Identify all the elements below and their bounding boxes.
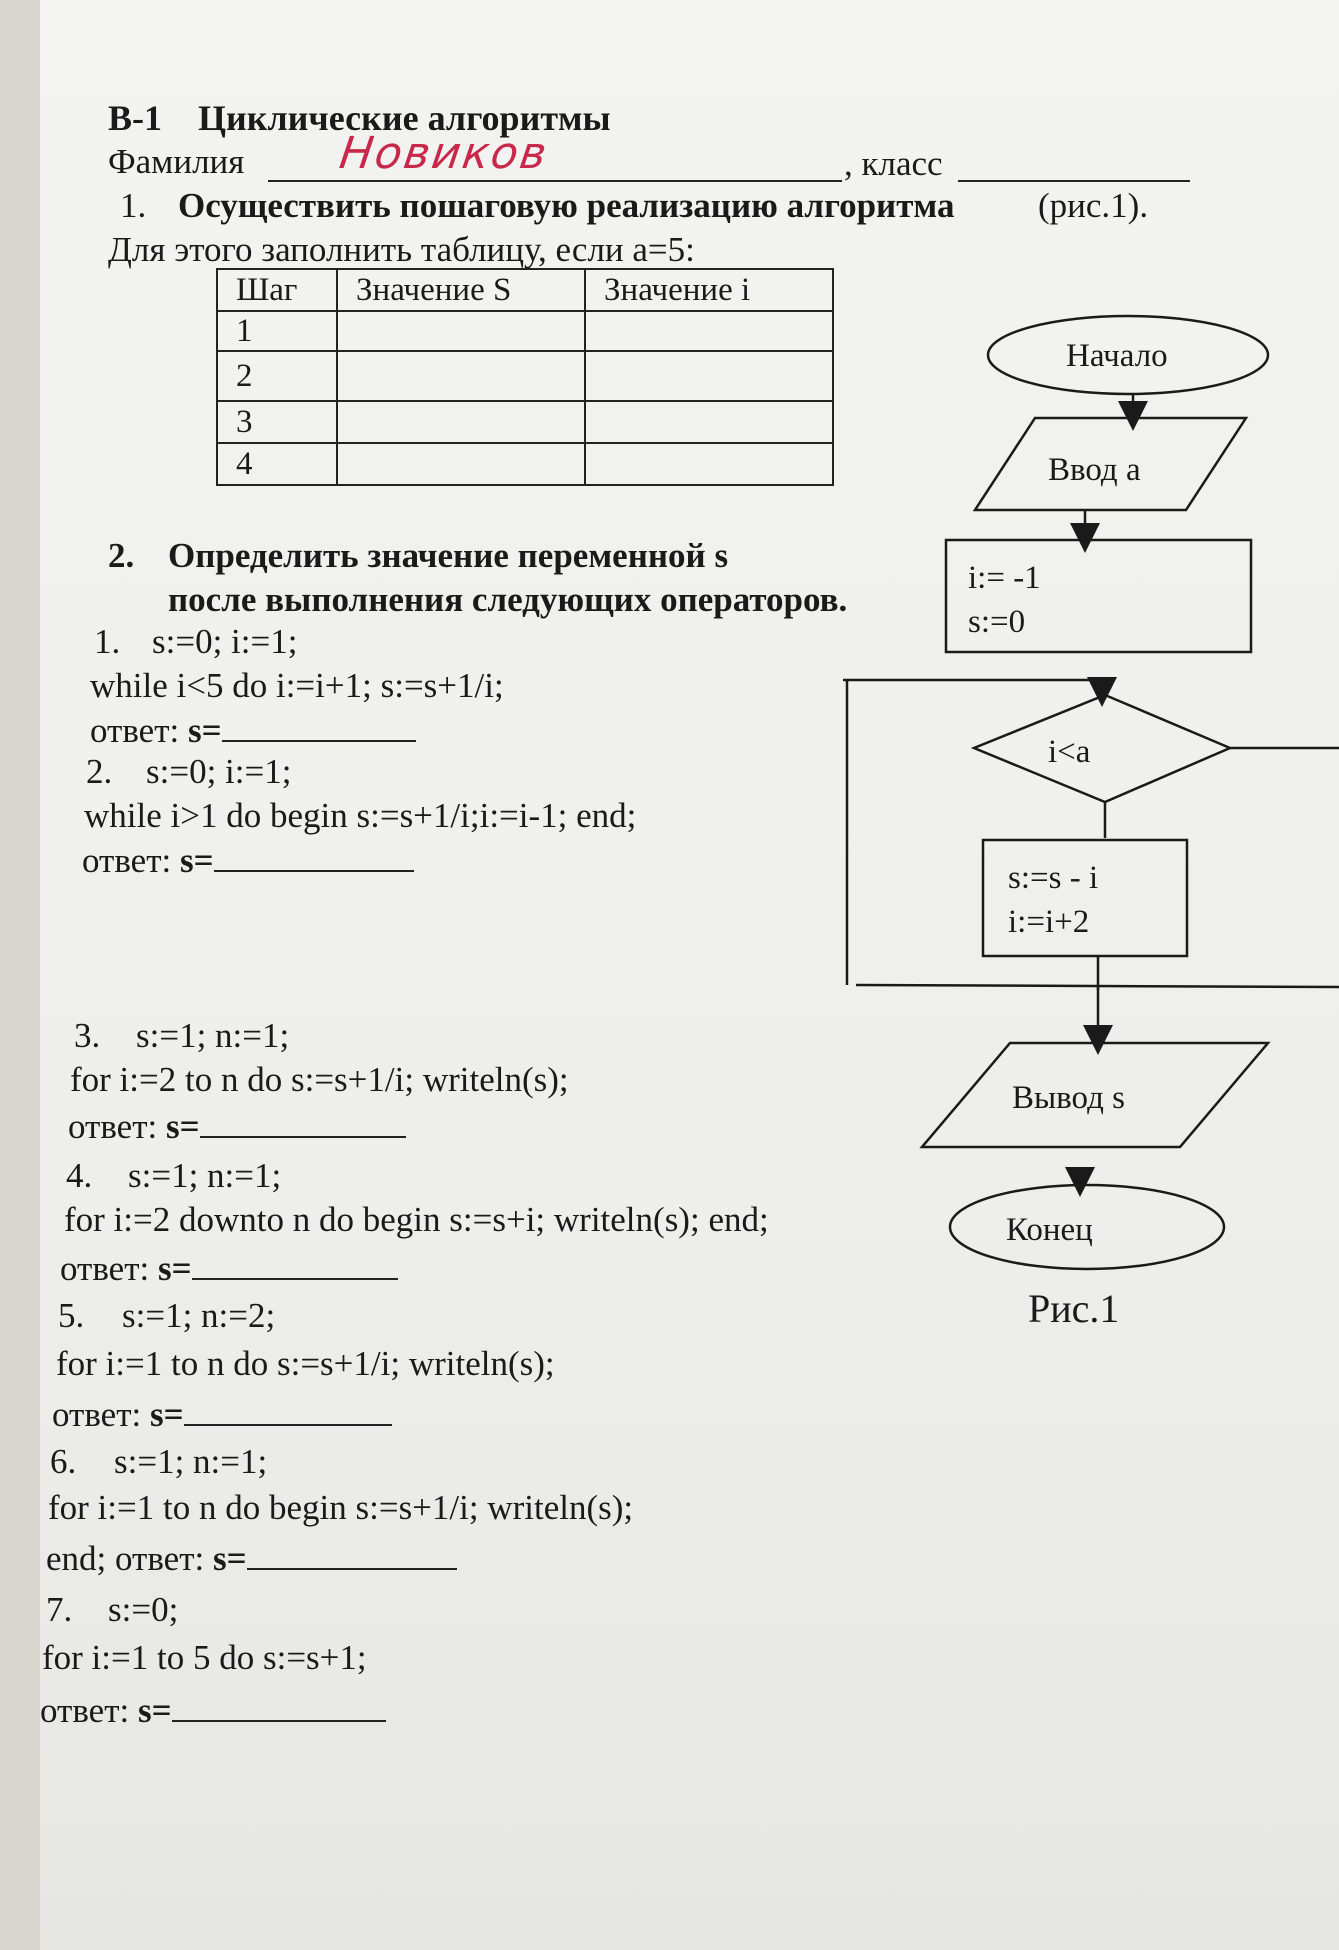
item-number: 1. [94, 622, 121, 661]
item-code-line: s:=1; n:=2; [122, 1296, 276, 1335]
item-code-line: s:=1; n:=1; [114, 1442, 268, 1481]
class-label: , класс [844, 144, 943, 183]
table-header-step: Шаг [217, 269, 337, 311]
task1-title: Осуществить пошаговую реализацию алгоритма [178, 186, 955, 225]
surname-handwritten: Новиков [336, 128, 552, 179]
flow-condition-label: i<a [1048, 734, 1091, 770]
item-code-line: s:=1; n:=1; [128, 1156, 282, 1195]
task2-title-line1: Определить значение переменной s [168, 536, 729, 575]
answer-var: s= [187, 711, 222, 750]
answer-label: ответ: [68, 1107, 166, 1146]
answer-label: ответ: [82, 841, 180, 880]
answer-label: ответ: [90, 711, 188, 750]
item-code-prefix: end; [46, 1539, 116, 1578]
surname-label: Фамилия [108, 142, 245, 181]
task2-title-line2: после выполнения следующих операторов. [168, 580, 848, 619]
flow-start-label: Начало [1066, 338, 1168, 374]
table-cell-step: 1 [217, 311, 337, 351]
flow-body-line2: i:=i+2 [1008, 904, 1090, 940]
item-code-line: for i:=1 to n do s:=s+1/i; writeln(s); [56, 1344, 555, 1383]
table-header-s: Значение S [337, 269, 585, 311]
answer-var: s= [212, 1539, 247, 1578]
answer-label: ответ: [40, 1691, 138, 1730]
table-cell-step: 3 [217, 401, 337, 443]
item-number: 6. [50, 1442, 77, 1481]
answer-label: ответ: [115, 1539, 213, 1578]
item-code-line: s:=0; [108, 1590, 179, 1629]
answer-var: s= [137, 1691, 172, 1730]
task1-figure-ref: (рис.1). [1038, 186, 1149, 225]
answer-label: ответ: [60, 1249, 158, 1288]
item-code-line: for i:=2 to n do s:=s+1/i; writeln(s); [70, 1060, 569, 1099]
table-cell-step: 4 [217, 443, 337, 485]
item-code-line: for i:=1 to 5 do s:=s+1; [42, 1638, 367, 1677]
item-number: 4. [66, 1156, 93, 1195]
flow-end-label: Конец [1006, 1212, 1093, 1248]
variant-label: В-1 [108, 98, 162, 138]
figure-caption: Рис.1 [1028, 1286, 1120, 1331]
answer-label: ответ: [52, 1395, 150, 1434]
answer-var: s= [157, 1249, 192, 1288]
answer-var: s= [165, 1107, 200, 1146]
task1-number: 1. [120, 186, 147, 225]
item-number: 5. [58, 1296, 85, 1335]
task1-subtitle: Для этого заполнить таблицу, если а=5: [108, 230, 695, 269]
task2-number: 2. [108, 536, 135, 575]
item-code-line: for i:=1 to n do begin s:=s+1/i; writeln(s); [48, 1488, 634, 1527]
item-code-line: while i>1 do begin s:=s+1/i;i:=i-1; end; [84, 796, 637, 835]
table-header-i: Значение i [585, 269, 833, 311]
item-number: 7. [46, 1590, 73, 1629]
item-code-line: while i<5 do i:=i+1; s:=s+1/i; [90, 666, 504, 705]
item-number: 3. [74, 1016, 101, 1055]
answer-var: s= [149, 1395, 184, 1434]
worksheet-title: Циклические алгоритмы [198, 98, 611, 138]
table-cell-step: 2 [217, 351, 337, 401]
flow-init-line2: s:=0 [968, 604, 1026, 640]
item-number: 2. [86, 752, 113, 791]
flow-body-line1: s:=s - i [1008, 860, 1099, 896]
item-code-line: for i:=2 downto n do begin s:=s+i; writeln(s); end; [64, 1200, 769, 1239]
flow-output-label: Вывод s [1012, 1080, 1125, 1116]
item-code-line: s:=0; i:=1; [152, 622, 298, 661]
item-code-line: s:=0; i:=1; [146, 752, 292, 791]
item-code-line: s:=1; n:=1; [136, 1016, 290, 1055]
flow-condition-shape [974, 695, 1230, 802]
answer-var: s= [179, 841, 214, 880]
flow-input-label: Ввод а [1048, 452, 1141, 488]
flow-init-line1: i:= -1 [968, 560, 1041, 596]
